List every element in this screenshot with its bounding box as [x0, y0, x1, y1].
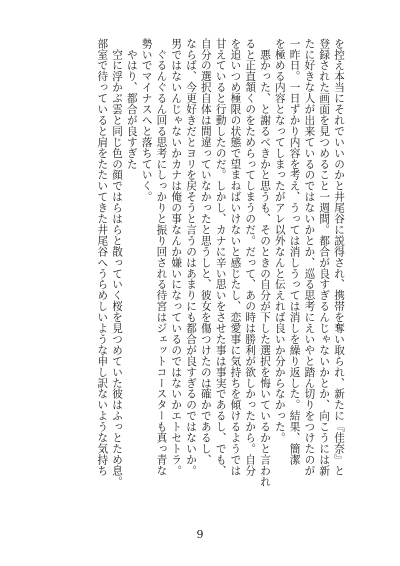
text-line: ると正直頷くのをためらってしまうのだ。だって、あの時は勝利が欲しかったから。自分 [244, 38, 257, 476]
text-line: たに好きな人が出来ているのではないかとか、巡る思考にえいやと踏ん切りをつけたのが [303, 38, 316, 476]
text-line: 登録された画面を見つめること一週間。都合が良すぎるんじゃないかとか、向こうには新 [318, 38, 331, 476]
text-line: 部室で待っていると肩をたたいてきた井尾谷へうらめしいような申し訳ないような気持ち [96, 38, 109, 476]
text-line: 自分の選択自体は間違っていなかったと思うしと、彼女を傷つけたのは確かであるし、 [199, 38, 212, 466]
text-line: を追いつめ極限の状態で望まねばいけないと感じたし、恋愛事に気持ちを傾けるようでは [229, 38, 242, 476]
text-line: ぐるんぐるん回る思考にしっかりと振り回される待宮はジェットコースターも真っ青な [155, 38, 168, 476]
text-line: を極める内容となってしまったがアレ以外なんと伝えれば良いか分からなかった。 [273, 38, 286, 444]
text-line: ならば、今更好きだとヨリを戻そうと言うのはあまりにも都合が良すぎるのではないか。 [185, 38, 198, 476]
text-line: 甘えていると行動したのだ。しかし、カナに辛い思いをさせた事は事実であるし、でも、 [214, 38, 227, 476]
text-line: 空に浮かぶ雲と同じ色の顔ではらはらと散っていく桜を見つめていた彼はふっとため息。 [111, 38, 124, 487]
text-line: 勢いでマイナスへと落ちていく。 [140, 38, 153, 203]
text-line: やはり、都合が良すぎた [125, 38, 138, 170]
text-line: 男ではないんじゃないかカナは俺の事なんか嫌いになっているのではないかエトセトラ。 [170, 38, 183, 476]
text-line: 一昨日。一日ずかり内容を考え、うっては消しうっては消しを繰り返した。結果、簡潔 [288, 38, 301, 466]
text-line: を控え本当にそれでいいのかと井尾谷に説得され、携帯を奪い取られ、新たに『佳奈』と [333, 38, 345, 476]
body-text [56, 38, 346, 498]
page-number: 9 [196, 528, 204, 541]
text-line: 悪かった、と謝るべきかと思うも、そのときの自分が下した選択を悔いているかと言われ [259, 38, 272, 487]
